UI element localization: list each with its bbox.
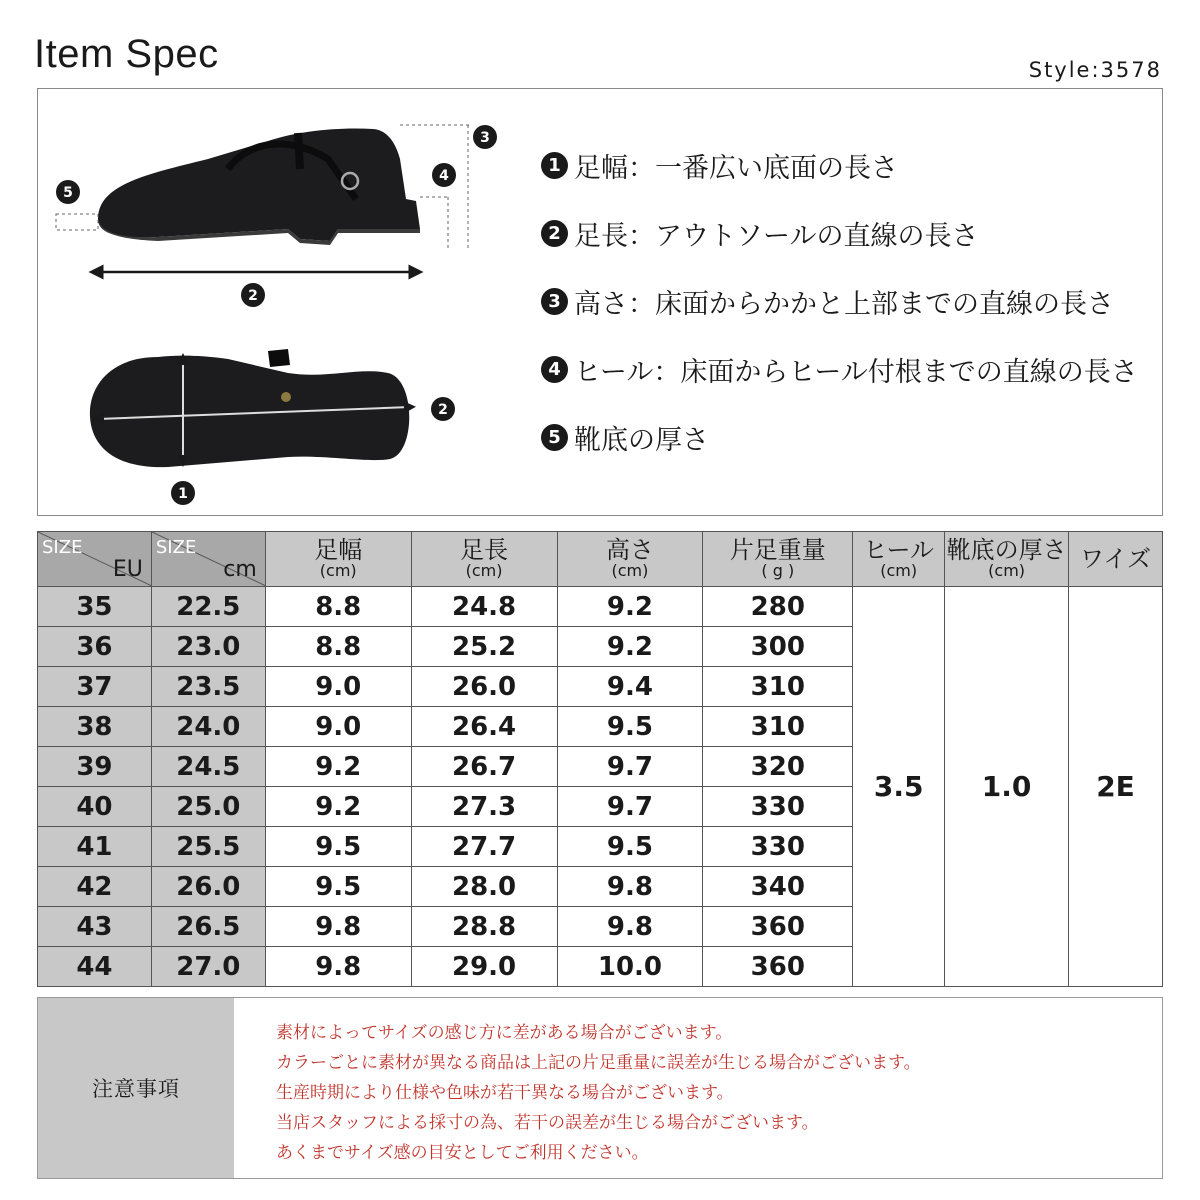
- size-eu-cell: 38: [38, 707, 152, 747]
- size-eu-cell: 44: [38, 947, 152, 987]
- size-cm-cell: 24.5: [151, 747, 265, 787]
- note-line: 生産時期により仕様や色味が若干異なる場合がございます。: [276, 1083, 734, 1103]
- legend-text: 足長：アウトソールの直線の長さ: [574, 220, 979, 252]
- spec-diagram-panel: [37, 88, 1163, 516]
- size-cm-cell: 26.5: [151, 907, 265, 947]
- table-cell: 360: [703, 907, 853, 947]
- notes-section: [37, 997, 1163, 1179]
- marker-2-side: 2: [248, 288, 258, 304]
- sole-thickness-cell: 1.0: [945, 587, 1069, 987]
- size-eu-cell: 39: [38, 747, 152, 787]
- table-cell: 9.8: [557, 907, 703, 947]
- note-line: あくまでサイズ感の目安としてご利用ください。: [276, 1143, 649, 1163]
- table-cell: 9.2: [557, 587, 703, 627]
- size-cm-cell: 25.5: [151, 827, 265, 867]
- size-cm-cell: 24.0: [151, 707, 265, 747]
- size-eu-cell: 35: [38, 587, 152, 627]
- table-cell: 8.8: [265, 627, 411, 667]
- header-foot-width: 足幅 (cm): [265, 532, 411, 587]
- table-cell: 310: [703, 667, 853, 707]
- header-weight: 片足重量 ( g ): [703, 532, 853, 587]
- notes-label: 注意事項: [38, 998, 234, 1178]
- measurement-legend: [541, 131, 1138, 471]
- size-cm-cell: 23.0: [151, 627, 265, 667]
- legend-item: [541, 131, 1138, 199]
- table-cell: 9.7: [557, 747, 703, 787]
- header-size-eu: SIZE EU: [38, 532, 152, 587]
- table-cell: 24.8: [411, 587, 557, 627]
- marker-3: 3: [480, 130, 490, 146]
- note-line: 当店スタッフによる採寸の為、若干の誤差が生じる場合がございます。: [276, 1113, 819, 1133]
- table-cell: 310: [703, 707, 853, 747]
- table-cell: 9.5: [265, 827, 411, 867]
- table-cell: 8.8: [265, 587, 411, 627]
- marker-4: 4: [439, 168, 449, 184]
- legend-item: [541, 403, 1138, 471]
- shoe-measurement-diagram: [38, 89, 538, 517]
- legend-item: [541, 267, 1138, 335]
- table-cell: 9.7: [557, 787, 703, 827]
- table-cell: 9.8: [265, 907, 411, 947]
- table-cell: 27.3: [411, 787, 557, 827]
- table-cell: 9.8: [265, 947, 411, 987]
- size-cm-cell: 27.0: [151, 947, 265, 987]
- size-table: [37, 531, 1163, 987]
- table-cell: 28.0: [411, 867, 557, 907]
- table-cell: 9.0: [265, 667, 411, 707]
- table-cell: 330: [703, 787, 853, 827]
- table-cell: 280: [703, 587, 853, 627]
- table-cell: 9.2: [265, 787, 411, 827]
- table-cell: 9.8: [557, 867, 703, 907]
- table-cell: 340: [703, 867, 853, 907]
- page-title: Item Spec: [34, 32, 219, 76]
- legend-number: 3: [541, 288, 568, 315]
- size-cm-cell: 23.5: [151, 667, 265, 707]
- header-sole-thickness: 靴底の厚さ (cm): [945, 532, 1069, 587]
- table-cell: 26.7: [411, 747, 557, 787]
- note-line: カラーごとに素材が異なる商品は上記の片足重量に誤差が生じる場合がございます。: [276, 1053, 921, 1073]
- table-cell: 28.8: [411, 907, 557, 947]
- table-cell: 29.0: [411, 947, 557, 987]
- header-size-cm: SIZE cm: [151, 532, 265, 587]
- table-cell: 9.0: [265, 707, 411, 747]
- marker-1: 1: [178, 486, 188, 502]
- header-heel: ヒール (cm): [853, 532, 945, 587]
- marker-5: 5: [63, 185, 73, 201]
- notes-body: [234, 998, 1162, 1178]
- table-cell: 26.0: [411, 667, 557, 707]
- table-cell: 360: [703, 947, 853, 987]
- legend-number: 2: [541, 220, 568, 247]
- size-eu-cell: 42: [38, 867, 152, 907]
- table-cell: 26.4: [411, 707, 557, 747]
- legend-text: ヒール：床面からヒール付根までの直線の長さ: [574, 356, 1138, 388]
- table-row: [38, 587, 1163, 627]
- table-cell: 9.5: [265, 867, 411, 907]
- table-cell: 25.2: [411, 627, 557, 667]
- shoe-side-image: [98, 129, 420, 246]
- legend-item: [541, 199, 1138, 267]
- legend-text: 高さ：床面からかかと上部までの直線の長さ: [574, 288, 1114, 320]
- table-cell: 9.2: [557, 627, 703, 667]
- table-cell: 9.4: [557, 667, 703, 707]
- table-cell: 330: [703, 827, 853, 867]
- size-eu-cell: 41: [38, 827, 152, 867]
- table-header-row: [38, 532, 1163, 587]
- table-cell: 320: [703, 747, 853, 787]
- table-cell: 9.2: [265, 747, 411, 787]
- legend-number: 1: [541, 152, 568, 179]
- header-height: 高さ (cm): [557, 532, 703, 587]
- table-cell: 9.5: [557, 707, 703, 747]
- table-cell: 27.7: [411, 827, 557, 867]
- size-eu-cell: 36: [38, 627, 152, 667]
- legend-number: 4: [541, 356, 568, 383]
- table-cell: 9.5: [557, 827, 703, 867]
- header-foot-length: 足長 (cm): [411, 532, 557, 587]
- legend-number: 5: [541, 424, 568, 451]
- legend-text: 靴底の厚さ: [574, 424, 709, 456]
- size-eu-cell: 37: [38, 667, 152, 707]
- heel-cell: 3.5: [853, 587, 945, 987]
- style-code: Style:3578: [1028, 58, 1162, 82]
- size-eu-cell: 43: [38, 907, 152, 947]
- legend-text: 足幅：一番広い底面の長さ: [574, 152, 898, 184]
- header-wise: ワイズ: [1069, 532, 1163, 587]
- wise-cell: 2E: [1069, 587, 1163, 987]
- size-cm-cell: 22.5: [151, 587, 265, 627]
- marker-2-sole: 2: [438, 402, 448, 418]
- size-cm-cell: 26.0: [151, 867, 265, 907]
- table-cell: 10.0: [557, 947, 703, 987]
- note-line: 素材によってサイズの感じ方に差がある場合がございます。: [276, 1023, 733, 1043]
- size-eu-cell: 40: [38, 787, 152, 827]
- size-cm-cell: 25.0: [151, 787, 265, 827]
- table-cell: 300: [703, 627, 853, 667]
- legend-item: [541, 335, 1138, 403]
